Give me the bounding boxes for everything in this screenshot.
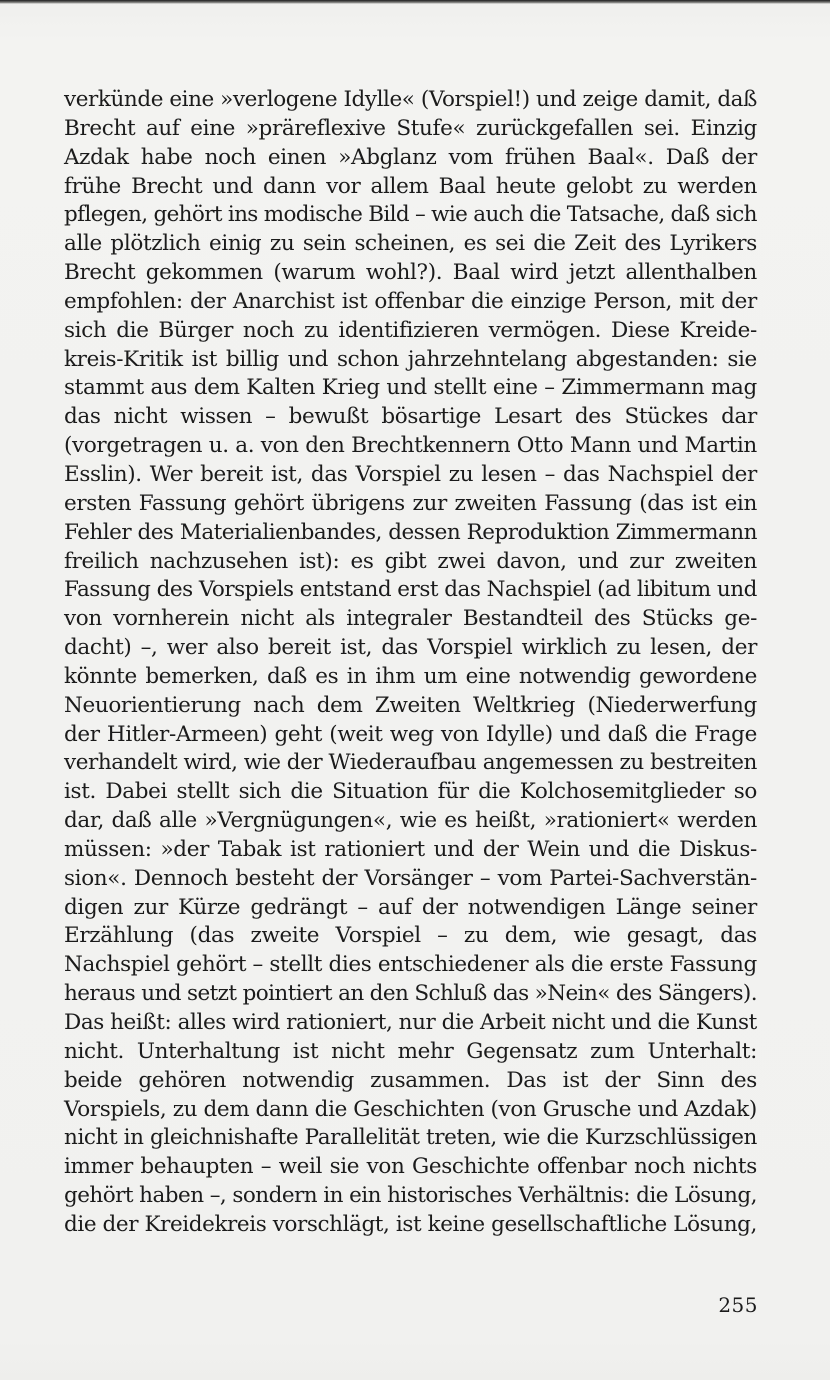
text-line: empfohlen: der Anarchist ist offenbar die einzige Person, mit der (64, 288, 757, 314)
text-line: ersten Fassung gehört übrigens zur zweiten Fassung (das ist ein (64, 490, 757, 516)
text-line: das nicht wissen – bewußt bösartige Lesart des Stückes dar (64, 404, 757, 430)
text-line: verhandelt wird, wie der Wiederaufbau angemessen zu bestreiten (64, 750, 757, 776)
text-line: Fehler des Materialienbandes, dessen Reproduktion Zimmermann (64, 519, 757, 545)
text-line: könnte bemerken, daß es in ihm um eine notwendig gewordene (64, 663, 757, 689)
text-line: verkünde eine »verlogene Idylle« (Vorspiel!) und zeige damit, daß (64, 87, 757, 112)
text-line: frühe Brecht und dann vor allem Baal heute gelobt zu werden (64, 173, 757, 199)
body-text (64, 86, 757, 1240)
text-line: Fassung des Vorspiels entstand erst das Nachspiel (ad libitum und (64, 577, 757, 603)
text-line: Nachspiel gehört – stellt dies entschiedener als die erste Fassung (64, 952, 757, 978)
text-line: Brecht gekommen (warum wohl?). Baal wird jetzt allenthalben (64, 260, 757, 286)
text-line: pflegen, gehört ins modische Bild – wie auch die Tatsache, daß sich (64, 202, 757, 228)
text-line: gehört haben –, sondern in ein historisches Verhältnis: die Lösung, (64, 1183, 757, 1209)
text-line: alle plötzlich einig zu sein scheinen, es sei die Zeit des Lyrikers (64, 231, 757, 257)
text-line: sich die Bürger noch zu identifizieren vermögen. Diese Kreide- (64, 317, 757, 343)
scan-top-edge (0, 0, 830, 4)
text-line: Erzählung (das zweite Vorspiel – zu dem, wie gesagt, das (64, 923, 757, 949)
text-line: (vorgetragen u. a. von den Brechtkennern Otto Mann und Martin (64, 433, 757, 459)
text-line: heraus und setzt pointiert an den Schluß das »Nein« des Sängers). (64, 981, 757, 1007)
text-line: die der Kreidekreis vorschlägt, ist keine gesellschaftliche Lösung, (64, 1211, 757, 1237)
text-line: Neuorientierung nach dem Zweiten Weltkrieg (Niederwerfung (64, 692, 757, 718)
text-line: nicht. Unterhaltung ist nicht mehr Gegensatz zum Unterhalt: (64, 1038, 757, 1064)
text-line: kreis-Kritik ist billig und schon jahrzehntelang abgestanden: sie (64, 346, 757, 372)
text-line: Esslin). Wer bereit ist, das Vorspiel zu lesen – das Nachspiel der (64, 461, 757, 487)
text-line: Das heißt: alles wird rationiert, nur die Arbeit nicht und die Kunst (64, 1010, 757, 1035)
text-line: Vorspiels, zu dem dann die Geschichten (von Grusche und Azdak) (64, 1096, 757, 1122)
text-line: Brecht auf eine »präreflexive Stufe« zurückgefallen sei. Einzig (64, 115, 757, 141)
text-line: Azdak habe noch einen »Abglanz vom frühen Baal«. Daß der (64, 144, 757, 170)
text-line: müssen: »der Tabak ist rationiert und der Wein und die Diskus- (64, 836, 757, 862)
text-line: dacht) –, wer also bereit ist, das Vorspiel wirklich zu lesen, der (64, 635, 757, 661)
text-line: ist. Dabei stellt sich die Situation für die Kolchosemitglieder so (64, 779, 757, 805)
text-line: der Hitler-Armeen) geht (weit weg von Idylle) und daß die Frage (64, 721, 757, 747)
text-line: immer behaupten – weil sie von Geschichte offenbar noch nichts (64, 1154, 757, 1180)
text-line: stammt aus dem Kalten Krieg und stellt eine – Zimmermann mag (64, 375, 757, 401)
text-line: dar, daß alle »Vergnügungen«, wie es heißt, »rationiert« werden (64, 808, 757, 834)
text-line: freilich nachzusehen ist): es gibt zwei davon, und zur zweiten (64, 548, 757, 574)
text-line: digen zur Kürze gedrängt – auf der notwendigen Länge seiner (64, 894, 757, 920)
text-line: nicht in gleichnishafte Parallelität treten, wie die Kurzschlüssigen (64, 1125, 757, 1151)
text-line: sion«. Dennoch besteht der Vorsänger – vom Partei-Sachverstän- (64, 865, 757, 891)
text-line: von vornherein nicht als integraler Bestandteil des Stücks ge- (64, 606, 757, 632)
text-line: beide gehören notwendig zusammen. Das ist der Sinn des (64, 1067, 757, 1093)
page-number: 255 (718, 1293, 758, 1317)
